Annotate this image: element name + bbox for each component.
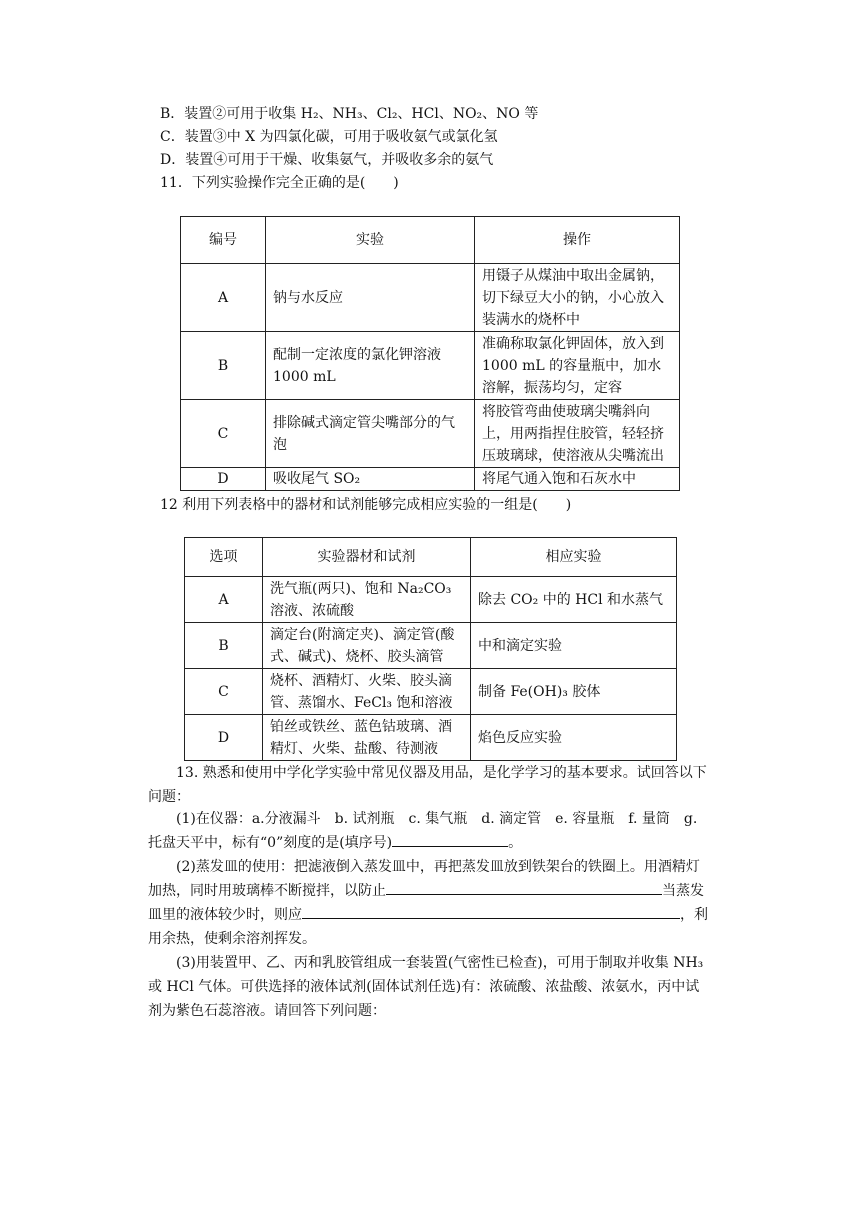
q12-row-tools: 滴定台(附滴定夹)、滴定管(酸式、碱式)、烧杯、胶头滴管 [263, 623, 471, 669]
answer-blank-3[interactable] [302, 903, 680, 919]
q11-row-op: 将尾气通入饱和石灰水中 [475, 468, 680, 491]
q12-row-id: B [185, 623, 263, 669]
q12-row-id: C [185, 669, 263, 715]
q13-part2-text-c: ，利用余热，使剩余溶剂挥发。 [148, 907, 708, 947]
q11-header-exp: 实验 [266, 217, 475, 264]
table-row [185, 669, 677, 715]
q12-row-tools: 洗气瓶(两只)、饱和 Na₂CO₃溶液、浓硫酸 [263, 577, 471, 623]
q12-row-exp: 除去 CO₂ 中的 HCl 和水蒸气 [471, 577, 677, 623]
q11-row-exp: 吸收尾气 SO₂ [266, 468, 475, 491]
table-row [185, 623, 677, 669]
q12-row-exp: 中和滴定实验 [471, 623, 677, 669]
q11-stem: 11．下列实验操作完全正确的是( ) [160, 175, 399, 191]
answer-blank-2[interactable] [386, 879, 662, 895]
q12-row-tools: 铂丝或铁丝、蓝色钴玻璃、酒精灯、火柴、盐酸、待测液 [263, 715, 471, 761]
q11-row-id: C [181, 400, 266, 468]
q13-part2 [148, 855, 710, 951]
table-row [185, 577, 677, 623]
q11-table [180, 216, 680, 491]
table-row [181, 400, 680, 468]
q12-table [184, 537, 677, 761]
q13-part1 [148, 807, 710, 855]
q12-header-tools: 实验器材和试剂 [263, 538, 471, 577]
q11-row-id: B [181, 332, 266, 400]
q12-header-exp: 相应实验 [471, 538, 677, 577]
q11-row-exp: 配制一定浓度的氯化钾溶液1000 mL [266, 332, 475, 400]
q12-row-tools: 烧杯、酒精灯、火柴、胶头滴管、蒸馏水、FeCl₃ 饱和溶液 [263, 669, 471, 715]
option-b: B．装置②可用于收集 H₂、NH₃、Cl₂、HCl、NO₂、NO 等 [160, 106, 539, 122]
answer-blank-1[interactable] [392, 831, 508, 847]
table-row [181, 468, 680, 491]
q11-row-id: D [181, 468, 266, 491]
q13-part1-end: 。 [508, 835, 523, 851]
q13-part3 [148, 951, 710, 1023]
q11-row-op: 用镊子从煤油中取出金属钠，切下绿豆大小的钠，小心放入装满水的烧杯中 [475, 264, 680, 332]
q13-part2-text-b: 当蒸发皿里的液体较少时，则应 [148, 883, 704, 923]
option-c: C．装置③中 X 为四氯化碳，可用于吸收氨气或氯化氢 [160, 129, 498, 145]
q11-header-op: 操作 [475, 217, 680, 264]
q11-row-op: 准确称取氯化钾固体，放入到1000 mL 的容量瓶中，加水溶解，振荡均匀，定容 [475, 332, 680, 400]
q12-header-id: 选项 [185, 538, 263, 577]
q13-intro-text: 13. 熟悉和使用中学化学实验中常见仪器及用品，是化学学习的基本要求。试回答以下问题： [148, 765, 707, 805]
q11-row-op: 将胶管弯曲使玻璃尖嘴斜向上，用两指捏住胶管，轻轻挤压玻璃球，使溶液从尖嘴流出 [475, 400, 680, 468]
q13-part2-text-a: (2)蒸发皿的使用：把滤液倒入蒸发皿中，再把蒸发皿放到铁架台的铁圈上。用酒精灯加热，同时用玻璃棒不断搅拌，以防止 [148, 859, 700, 899]
q13-part3-text: (3)用装置甲、乙、丙和乳胶管组成一套装置(气密性已检查)，可用于制取并收集 NH₃或 HCl 气体。可供选择的液体试剂(固体试剂任选)有：浓硫酸、浓盐酸、浓氨水，丙中试剂为紫色石蕊溶液。请回答下列问题： [148, 955, 704, 1019]
option-d: D．装置④可用于干燥、收集氨气，并吸收多余的氨气 [160, 152, 494, 168]
q12-row-exp: 焰色反应实验 [471, 715, 677, 761]
table-row [181, 332, 680, 400]
q11-row-exp: 钠与水反应 [266, 264, 475, 332]
q12-row-exp: 制备 Fe(OH)₃ 胶体 [471, 669, 677, 715]
q11-header-id: 编号 [181, 217, 266, 264]
table-row [185, 715, 677, 761]
q11-row-id: A [181, 264, 266, 332]
q12-row-id: D [185, 715, 263, 761]
q12-stem: 12 利用下列表格中的器材和试剂能够完成相应实验的一组是( ) [160, 497, 572, 513]
q12-row-id: A [185, 577, 263, 623]
q13-part1-text: (1)在仪器：a.分液漏斗 b. 试剂瓶 c. 集气瓶 d. 滴定管 e. 容量瓶 f. 量筒 g. 托盘天平中，标有“0”刻度的是(填序号) [148, 811, 698, 851]
table-row [181, 264, 680, 332]
q11-row-exp: 排除碱式滴定管尖嘴部分的气泡 [266, 400, 475, 468]
q13-intro [148, 761, 710, 809]
